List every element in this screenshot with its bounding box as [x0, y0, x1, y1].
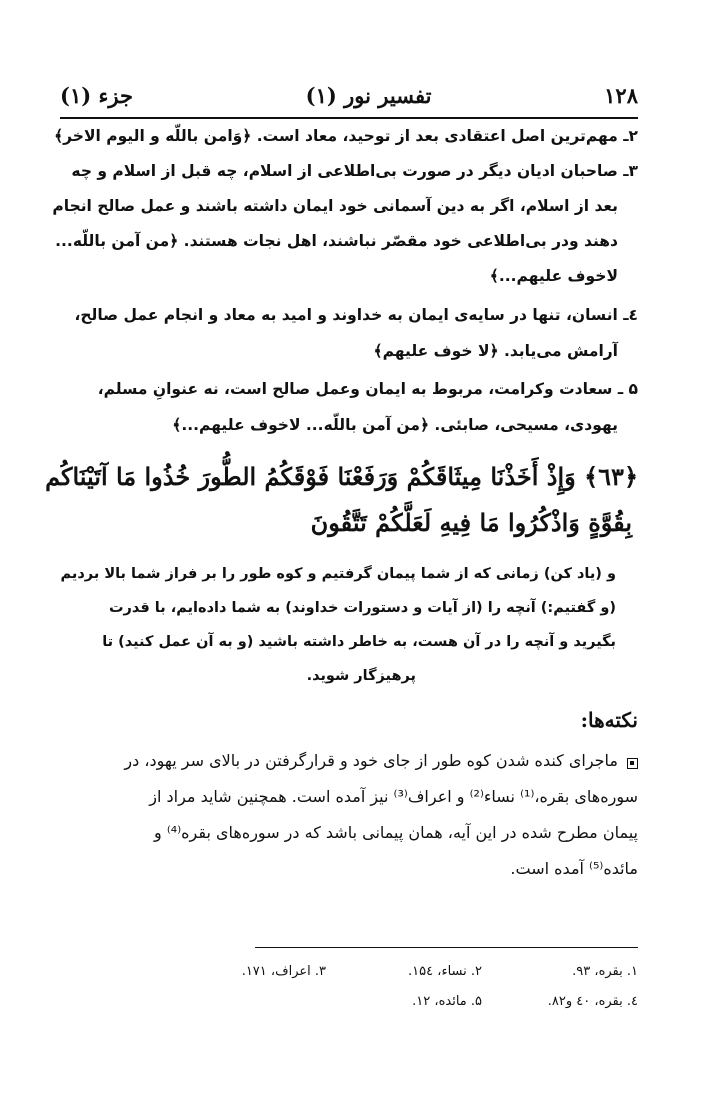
translation-line-1: و (یاد کن) زمانی که از شما پیمان گرفتیم و کوه طور را بر فراز شما بالا بردیم — [60, 566, 616, 582]
quran-verse-line-1: ﴿٦٣﴾ وَإِذْ أَخَذْنَا مِيثَاقَكُمْ وَرَفَعْنَا فَوْقَكُمُ الطُّورَ خُذُوا مَا آتَيْنَاكُم — [45, 462, 638, 491]
point-3-line-1: ۳ـ صاحبان ادیان دیگر در صورت بی‌اطلاعی از اسلام، چه قبل از اسلام و چه — [71, 162, 638, 180]
point-2-line-1: ۲ـ مهم‌ترین اصل اعتقادی بعد از توحید، معاد است. ﴿وَامن باللّه و الیوم الاخر﴾ — [54, 127, 638, 145]
point-3-line-4: لاخوف علیهم...﴾ — [489, 267, 618, 285]
point-5-line-2: یهودی، مسیحی، صابئی. ﴿من آمن باللّه... لاخوف علیهم...﴾ — [172, 416, 618, 434]
footnote-divider — [255, 947, 638, 948]
translation-line-2: (و گفتیم:) آنچه را (از آیات و دستورات خداوند) به شما داده‌ایم، با قدرت — [108, 600, 616, 616]
note-line-3: پیمان مطرح شده در این آیه، همان پیمانی باشد که در سوره‌های بقره⁽⁴⁾ و — [154, 823, 638, 842]
header-divider — [60, 117, 638, 119]
point-4-line-2: آرامش می‌یابد. ﴿لا خوف علیهم﴾ — [373, 342, 618, 360]
page-header — [60, 78, 638, 112]
footnote-1: ۱. بقره، ۹۳. — [572, 964, 638, 979]
point-5-line-1: ۵ ـ سعادت وکرامت، مربوط به ایمان وعمل صالح است، نه عنوانِ مسلم، — [97, 380, 638, 398]
point-3-line-3: دهند ودر بی‌اطلاعی خود مقصّر نباشند، اهل نجات هستند. ﴿من آمن باللّه... — [55, 232, 618, 250]
note-line-2: سوره‌های بقره،⁽¹⁾ نساء⁽²⁾ و اعراف⁽³⁾ نیز آمده است. همچنین شاید مراد از — [149, 787, 638, 806]
footnote-2: ۲. نساء، ۱۵٤. — [408, 964, 482, 979]
notes-heading: نکته‌ها: — [580, 708, 638, 732]
book-title: تفسیر نور (۱) — [305, 82, 432, 108]
note-line-1: ماجرای کنده شدن کوه طور از جای خود و قرارگرفتن در بالای سر یهود، در — [124, 751, 618, 770]
point-3-line-2: بعد از اسلام، اگر به دین آسمانی خود ایمان داشته باشند و عمل صالح انجام — [52, 197, 618, 215]
square-bullet-icon — [627, 758, 638, 769]
translation-line-3: بگیرید و آنچه را در آن هست، به خاطر داشته باشید (و به آن عمل کنید) تا — [102, 634, 616, 650]
point-4-line-1: ٤ـ انسان، تنها در سایه‌ی ایمان به خداوند و امید به معاد و انجام عمل صالح، — [74, 306, 638, 324]
footnote-4: ٤. بقره، ٤۰ و۸۲. — [547, 994, 638, 1009]
translation-line-4: پرهیزگار شوید. — [306, 668, 416, 684]
part-label: جزء (۱) — [60, 82, 133, 108]
quran-verse-line-2: بِقُوَّةٍ وَاذْكُرُوا مَا فِيهِ لَعَلَّكُمْ تَتَّقُونَ — [310, 508, 632, 537]
note-line-4: مائده⁽⁵⁾ آمده است. — [510, 859, 638, 878]
page-number: ۱۲۸ — [604, 82, 638, 108]
footnote-5: ۵. مائده، ۱۲. — [412, 994, 482, 1009]
footnote-3: ۳. اعراف، ۱۷۱. — [241, 964, 326, 979]
